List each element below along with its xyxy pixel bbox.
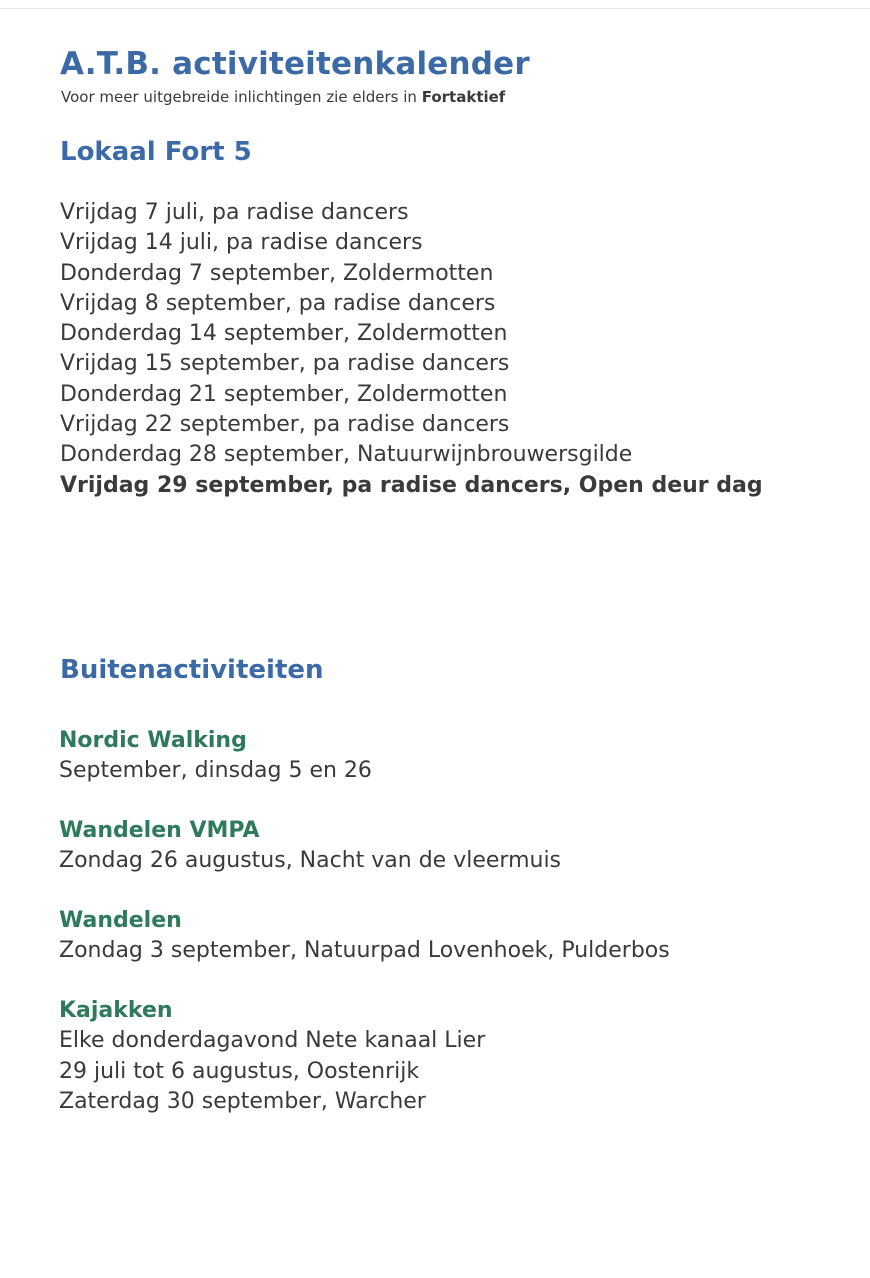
- activity-line: Zondag 26 augustus, Nacht van de vleermuis: [59, 848, 562, 873]
- activity-wandelen-vmpa: [59, 816, 561, 877]
- activity-line: 29 juli tot 6 augustus, Oostenrijk: [59, 1058, 420, 1084]
- section-title-buiten: Buitenactiviteiten: [60, 655, 324, 685]
- page-title: A.T.B. activiteitenkalender: [60, 46, 530, 82]
- event-item: Vrijdag 22 september, pa radise dancers: [60, 412, 510, 438]
- activity-line: Elke donderdagavond Nete kanaal Lier: [59, 1028, 486, 1053]
- event-item: Vrijdag 14 juli, pa radise dancers: [60, 230, 423, 256]
- event-item: Vrijdag 8 september, pa radise dancers: [60, 290, 496, 316]
- event-item: Donderdag 28 september, Natuurwijnbrouwersgilde: [60, 442, 633, 468]
- activity-title: Nordic Walking: [59, 728, 247, 753]
- section-title-lokaal: Lokaal Fort 5: [60, 137, 252, 167]
- activity-line: Zondag 3 september, Natuurpad Lovenhoek, Pulderbos: [59, 938, 670, 963]
- event-item: Vrijdag 15 september, pa radise dancers: [60, 351, 510, 377]
- lokaal-event-list: [60, 198, 763, 501]
- activity-nordic-walking: [59, 726, 372, 787]
- event-item-highlight: Vrijdag 29 september, pa radise dancers, Open deur dag: [60, 472, 763, 498]
- activity-line: Zaterdag 30 september, Warcher: [59, 1089, 426, 1114]
- subtitle-publication: Fortaktief: [421, 88, 506, 106]
- event-item: Donderdag 14 september, Zoldermotten: [60, 321, 508, 347]
- activity-kajakken: [59, 996, 485, 1118]
- subtitle-text: Voor meer uitgebreide inlichtingen zie elders in: [61, 88, 422, 106]
- activity-wandelen: [59, 906, 670, 967]
- activity-title: Wandelen: [59, 908, 182, 933]
- event-item: Donderdag 21 september, Zoldermotten: [60, 381, 508, 407]
- top-rule: [0, 8, 870, 9]
- activity-line: September, dinsdag 5 en 26: [59, 758, 372, 783]
- activity-title: Kajakken: [59, 998, 173, 1023]
- event-item: Vrijdag 7 juli, pa radise dancers: [60, 200, 409, 225]
- activity-title: Wandelen VMPA: [59, 818, 260, 843]
- event-item: Donderdag 7 september, Zoldermotten: [60, 260, 494, 286]
- subtitle: [61, 88, 505, 106]
